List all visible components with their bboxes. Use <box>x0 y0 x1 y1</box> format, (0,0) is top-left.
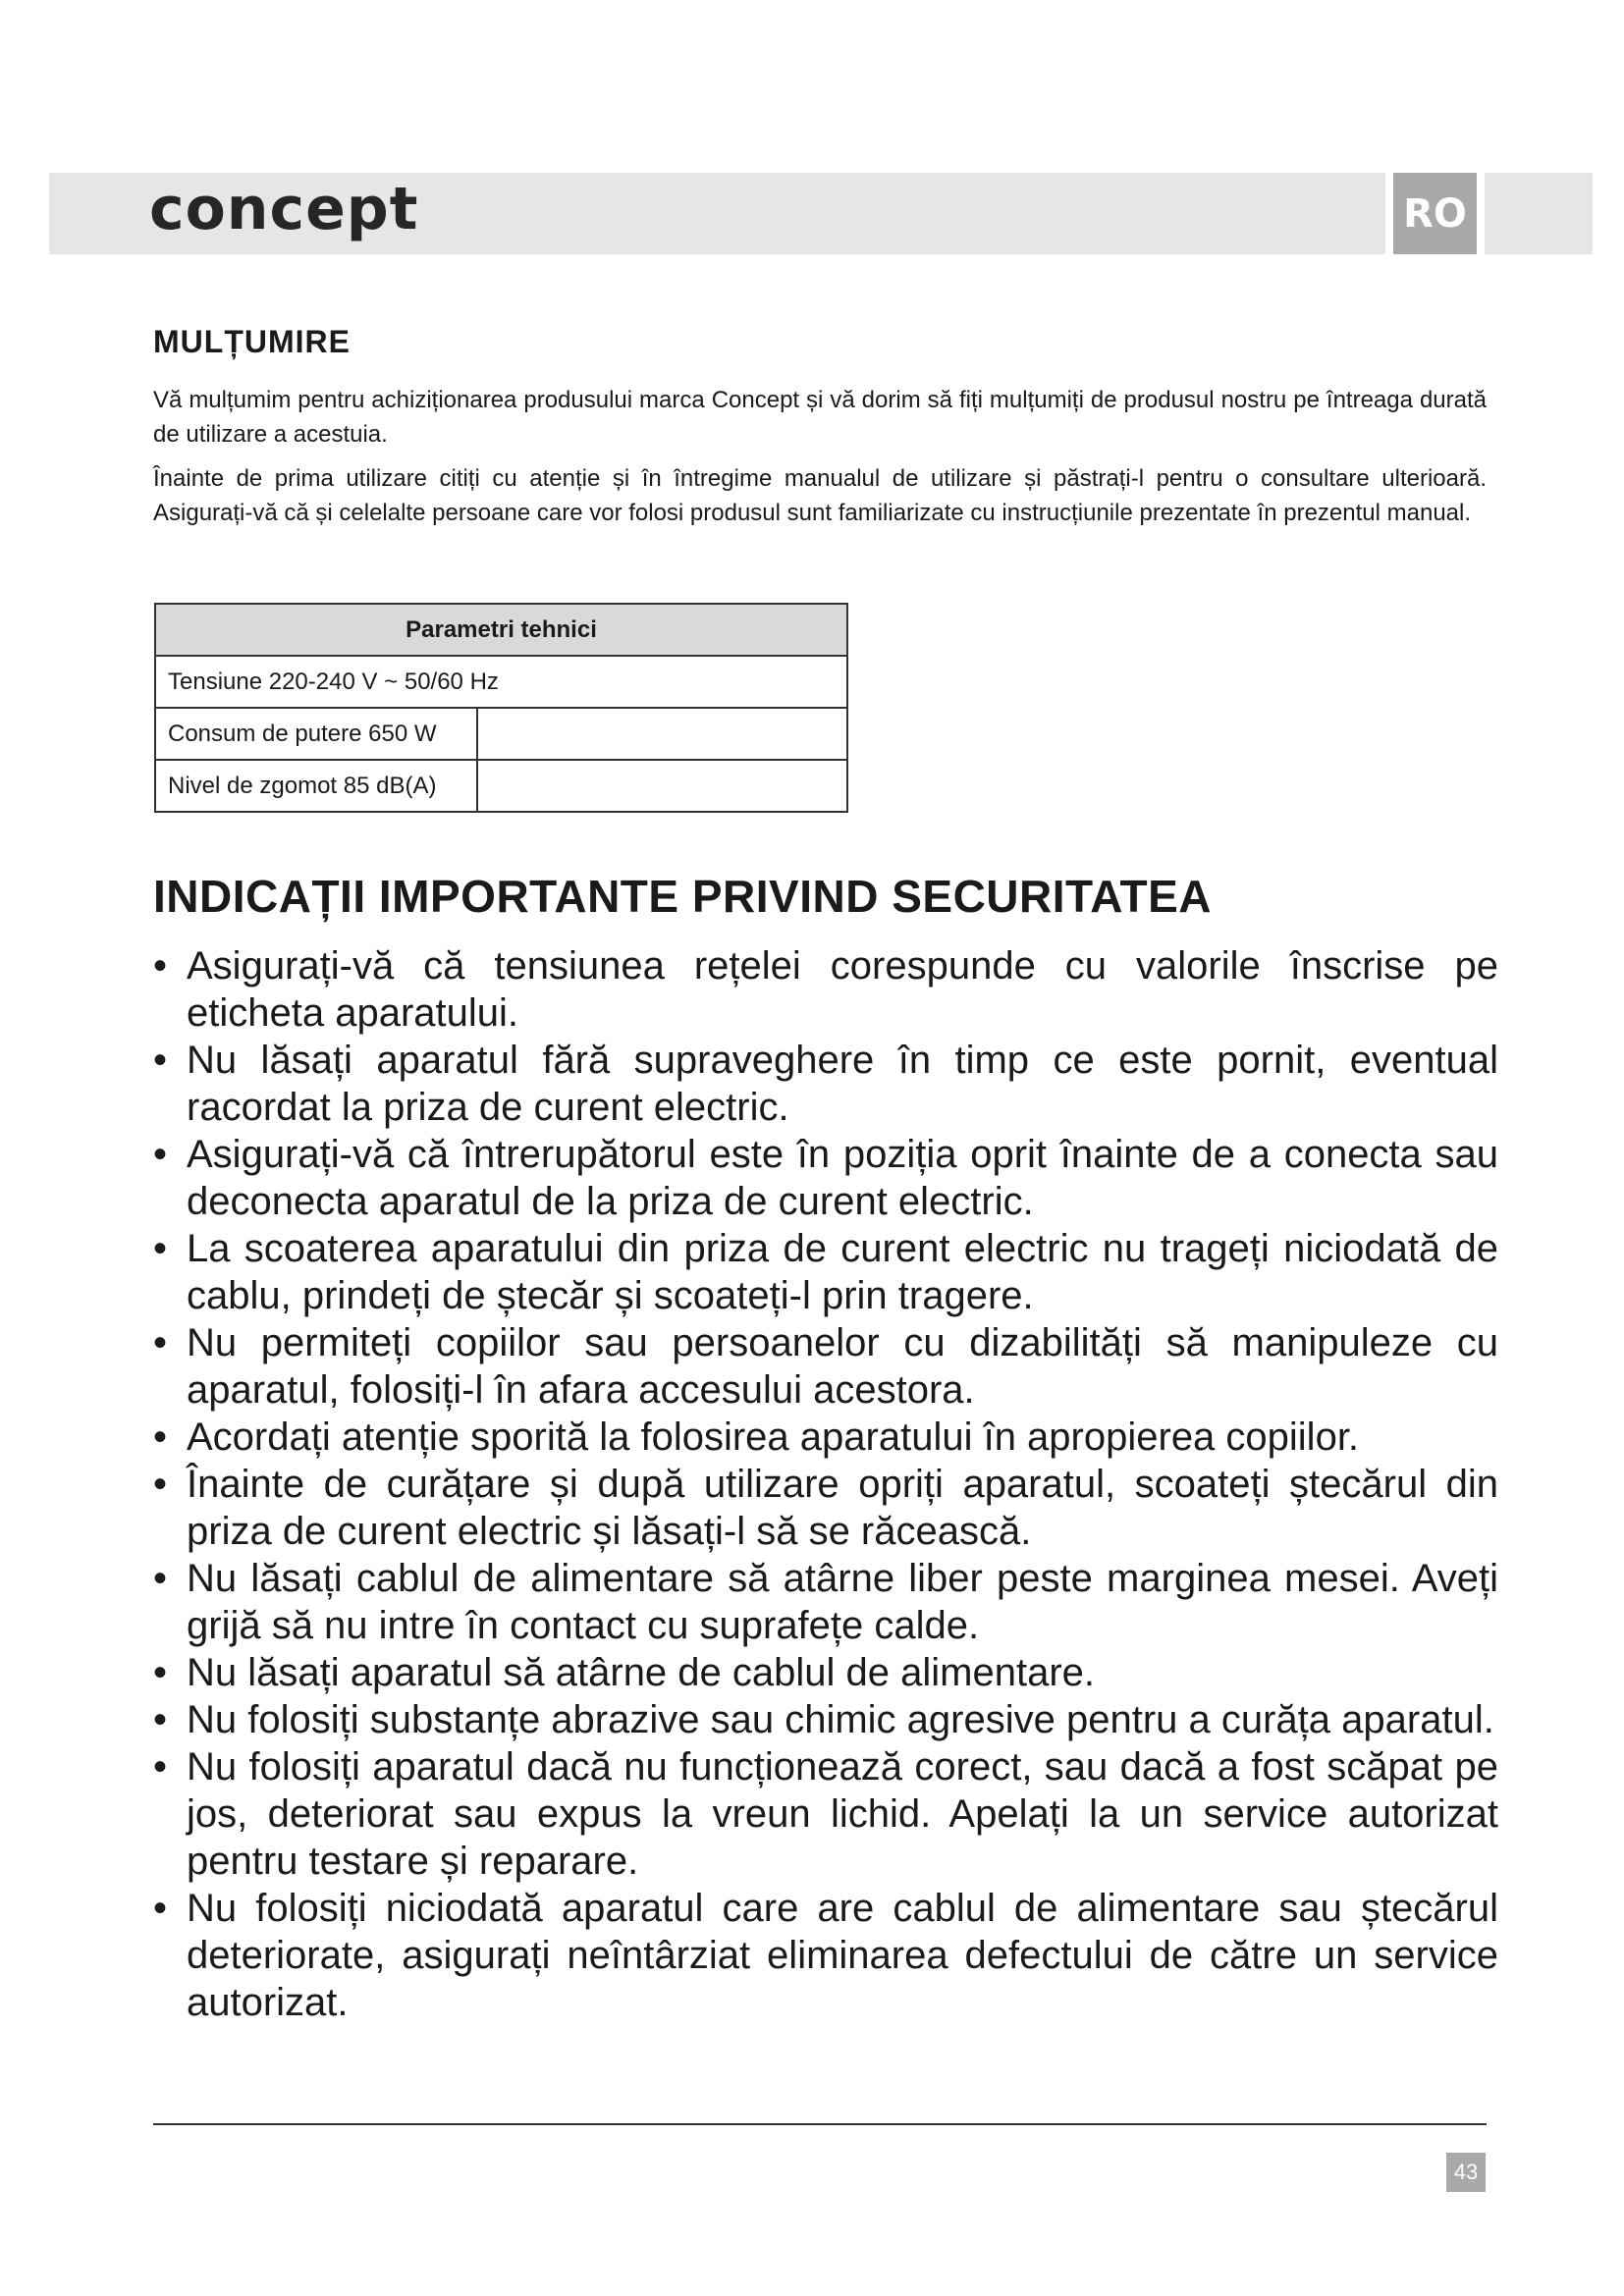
safety-title: INDICAȚII IMPORTANTE PRIVIND SECURITATEA <box>153 871 1212 922</box>
table-cell <box>155 656 847 708</box>
bullet-icon: • <box>153 1133 168 1176</box>
list-item <box>153 1319 1498 1414</box>
list-item-text: Nu folosiți niciodată aparatul care are cablul de alimentare sau ștecărul deteriorate, asigurați neîntârziat eliminarea defectului de către un service autorizat. <box>187 1887 1498 2024</box>
list-item <box>153 1225 1498 1319</box>
bullet-icon: • <box>153 1887 168 1930</box>
table-row <box>155 760 847 812</box>
footer-divider <box>153 2123 1487 2125</box>
list-item-text: La scoaterea aparatului din priza de curent electric nu trageți niciodată de cablu, prindeți de ștecăr și scoateți-l prin tragere. <box>187 1227 1498 1317</box>
list-item-text: Asigurați-vă că tensiunea rețelei corespunde cu valorile înscrise pe eticheta aparatului. <box>187 944 1498 1035</box>
technical-parameters-table <box>154 603 848 813</box>
safety-list <box>153 942 1498 2026</box>
parameter-text: Tensiune 220-240 V ~ 50/60 Hz <box>168 667 499 695</box>
bullet-icon: • <box>153 1463 168 1506</box>
page-number: 43 <box>1446 2153 1486 2192</box>
bullet-icon: • <box>153 1039 168 1082</box>
table-cell-empty <box>477 760 847 812</box>
list-item <box>153 1037 1498 1131</box>
list-item-text: Nu permiteți copiilor sau persoanelor cu dizabilități să manipuleze cu aparatul, folosiți-l în afara accesului acestora. <box>187 1321 1498 1412</box>
list-item-text: Nu lăsați aparatul fără supraveghere în timp ce este pornit, eventual racordat la priza de curent electric. <box>187 1039 1498 1129</box>
bullet-icon: • <box>153 1557 168 1600</box>
list-item <box>153 1696 1498 1743</box>
list-item <box>153 1131 1498 1225</box>
list-item-text: Asigurați-vă că întrerupătorul este în poziția oprit înainte de a conecta sau deconecta aparatul de la priza de curent electric. <box>187 1133 1498 1223</box>
language-badge: RO <box>1393 173 1477 254</box>
table-header-row <box>155 604 847 656</box>
intro-paragraph: Înainte de prima utilizare citiți cu atenție și în întregime manualul de utilizare și păstrați-l pentru o consultare ulterioară. Asigurați-vă că și celelalte persoane care vor folosi produsul sunt familiarizate cu instrucțiunile prezentate în prezentul manual. <box>153 465 1487 526</box>
list-item <box>153 1414 1498 1461</box>
bullet-icon: • <box>153 1745 168 1789</box>
table-header: Parametri tehnici <box>155 604 847 656</box>
bullet-icon: • <box>153 1698 168 1741</box>
bullet-icon: • <box>153 1651 168 1694</box>
table-row <box>155 708 847 760</box>
list-item <box>153 1885 1498 2026</box>
list-item <box>153 942 1498 1037</box>
list-item <box>153 1555 1498 1649</box>
table-cell: Nivel de zgomot 85 dB(A) <box>155 760 477 812</box>
list-item-text: Înainte de curățare și după utilizare opriți aparatul, scoateți ștecărul din priza de curent electric și lăsați-l să se răcească. <box>187 1463 1498 1553</box>
list-item-text: Nu folosiți aparatul dacă nu funcționează corect, sau dacă a fost scăpat pe jos, deteriorat sau expus la vreun lichid. Apelați la un service autorizat pentru testare și reparare. <box>187 1745 1498 1883</box>
list-item-text: Acordați atenție sporită la folosirea aparatului în apropierea copiilor. <box>187 1415 1360 1459</box>
list-item-text: Nu lăsați aparatul să atârne de cablul de alimentare. <box>187 1651 1095 1694</box>
bullet-icon: • <box>153 944 168 988</box>
list-item-text: Nu folosiți substanțe abrazive sau chimic agresive pentru a curăța aparatul. <box>187 1698 1494 1741</box>
intro-paragraph: Vă mulțumim pentru achiziționarea produsului marca Concept și vă dorim să fiți mulțumiți de produsul nostru pe întreaga durată de utilizare a acestuia. <box>153 387 1487 448</box>
table-cell-empty <box>477 708 847 760</box>
header-bar-end <box>1485 173 1593 254</box>
brand-logo: concept <box>149 175 419 243</box>
list-item <box>153 1649 1498 1696</box>
list-item-text: Nu lăsați cablul de alimentare să atârne liber peste marginea mesei. Aveți grijă să nu intre în contact cu suprafețe calde. <box>187 1557 1498 1647</box>
list-item <box>153 1743 1498 1885</box>
bullet-icon: • <box>153 1415 168 1459</box>
section-title-thanks: MULȚUMIRE <box>153 324 351 359</box>
bullet-icon: • <box>153 1227 168 1270</box>
table-row <box>155 656 847 708</box>
list-item <box>153 1461 1498 1555</box>
intro-text <box>153 383 1487 540</box>
bullet-icon: • <box>153 1321 168 1364</box>
table-cell: Consum de putere 650 W <box>155 708 477 760</box>
